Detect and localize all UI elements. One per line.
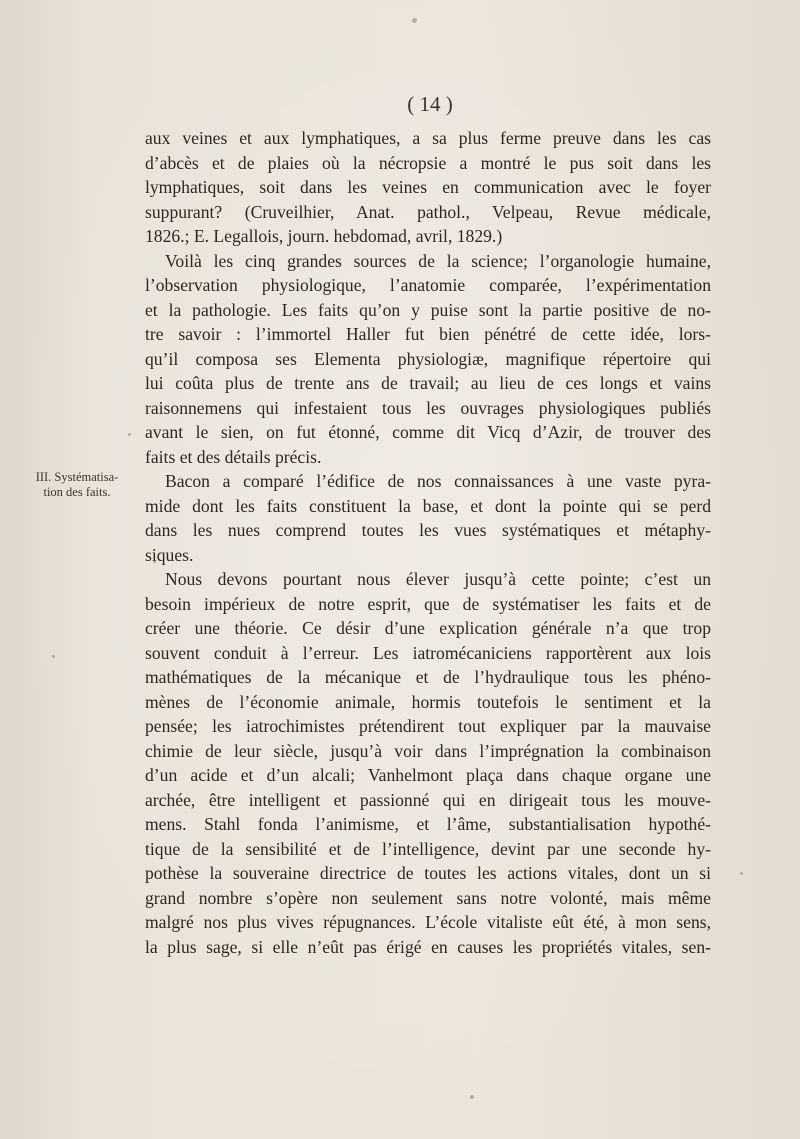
text-line: mathématiques de la mécanique et de l’hydraulique tous les phéno-	[145, 667, 711, 687]
text-line: avant le sien, on fut étonné, comme dit Vicq d’Azir, de trouver des	[145, 422, 711, 442]
margin-note-text: III. Systématisa- tion des faits.	[35, 470, 119, 499]
text-line: mide dont les faits constituent la base, et dont la pointe qui se perd	[145, 495, 711, 516]
text-line: souvent conduit à l’erreur. Les iatromécaniciens rapportèrent aux lois	[145, 642, 711, 663]
text-line: créer une théorie. Ce désir d’une explication générale n’a que trop	[145, 618, 711, 638]
text-line: faits et des détails précis.	[145, 446, 322, 467]
paper-speck	[412, 18, 417, 23]
text-line: grand nombre s’opère non seulement sans notre volonté, mais même	[145, 887, 711, 908]
page-number: ( 14 )	[407, 92, 453, 116]
text-line: 1826.; E. Legallois, journ. hebdomad, avril, 1829.)	[145, 226, 503, 246]
text-line: tre savoir : l’immortel Haller fut bien pénétré de cette idée, lors-	[145, 324, 711, 344]
text-line: siques.	[145, 544, 194, 565]
paper-speck	[153, 560, 156, 563]
text-line: Bacon a comparé l’édifice de nos connaissances à une vaste pyra-	[165, 471, 711, 491]
text-line: pensée; les iatrochimistes prétendirent tout expliquer par la mauvaise	[145, 716, 711, 736]
text-line: dans les nues comprend toutes les vues systématiques et métaphy-	[145, 520, 711, 540]
paper-speck	[128, 433, 131, 436]
paper-speck	[470, 1095, 474, 1099]
text-line: lui coûta plus de trente ans de travail; au lieu de ces longs et vains	[145, 373, 711, 393]
text-line: pothèse la souveraine directrice de toutes les actions vitales, dont un si	[145, 863, 711, 883]
text-line: Nous devons pourtant nous élever jusqu’à cette pointe; c’est un	[165, 569, 711, 589]
text-line: Voilà les cinq grandes sources de la science; l’organologie humaine,	[165, 250, 711, 271]
text-line: chimie de leur siècle, jusqu’à voir dans l’imprégnation la combinaison	[145, 740, 711, 761]
text-line: et la pathologie. Les faits qu’on y puise sont la partie positive de no-	[145, 299, 711, 320]
text-line: aux veines et aux lymphatiques, a sa plus ferme preuve dans les cas	[145, 128, 711, 148]
text-line: d’abcès et de plaies où la nécropsie a montré le pus soit dans les	[145, 152, 711, 173]
text-line: besoin impérieux de notre esprit, que de systématiser les faits et de	[145, 593, 711, 614]
text-line: tique de la sensibilité et de l’intelligence, devint par une seconde hy-	[145, 838, 711, 859]
text-line: d’un acide et d’un alcali; Vanhelmont plaça dans chaque organe une	[145, 765, 711, 785]
text-line: mens. Stahl fonda l’animisme, et l’âme, substantialisation hypothé-	[145, 814, 711, 834]
text-line: suppurant? (Cruveilhier, Anat. pathol., Velpeau, Revue médicale,	[145, 201, 711, 222]
text-line: malgré nos plus vives répugnances. L’école vitaliste eût été, à mon sens,	[145, 912, 711, 932]
text-line: raisonnemens qui infestaient tous les ouvrages physiologiques publiés	[145, 397, 711, 418]
body-text	[145, 126, 711, 959]
paper-speck	[740, 872, 743, 875]
text-line: qu’il composa ses Elementa physiologiæ, magnifique répertoire qui	[145, 348, 711, 369]
text-line: l’observation physiologique, l’anatomie comparée, l’expérimentation	[145, 275, 711, 295]
text-line: mènes de l’économie animale, hormis toutefois le sentiment et la	[145, 691, 711, 712]
paper-speck	[52, 655, 55, 658]
margin-note	[22, 470, 132, 500]
text-line: archée, être intelligent et passionné qui en dirigeait tous les mouve-	[145, 789, 711, 810]
text-line: la plus sage, si elle n’eût pas érigé en causes les propriétés vitales, sen-	[145, 936, 711, 957]
text-line: lymphatiques, soit dans les veines en communication avec le foyer	[145, 177, 711, 197]
